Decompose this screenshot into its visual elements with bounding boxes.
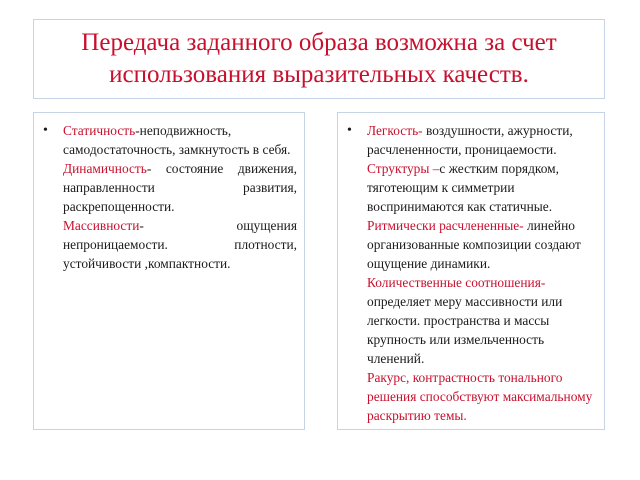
static-paragraph (63, 121, 297, 159)
quantity-term: Количественные соотношения- (367, 275, 546, 290)
mass-term: Массивности (63, 218, 140, 233)
lightness-paragraph (367, 121, 597, 273)
right-content (367, 121, 597, 425)
final-paragraph: Ракурс, контрастность тонального решения способствуют максимальному раскрытию темы. (367, 370, 593, 423)
left-text-panel (33, 112, 305, 430)
right-text-panel (337, 112, 605, 430)
mass-description: - ощущения непроницаемости. плотности, устойчивости ,компактности. (63, 218, 297, 271)
dynamic-description: - состояние движения, направленности развития, раскрепощенности. (63, 161, 297, 214)
left-content (63, 121, 297, 273)
mass-paragraph (63, 216, 297, 273)
dynamic-paragraph (63, 159, 297, 216)
bullet-icon: • (43, 123, 48, 138)
bullet-icon: • (347, 123, 352, 138)
lightness-description: воздушности, ажурности, расчлененности, проницаемости. (367, 123, 573, 157)
static-term: Статичность (63, 123, 136, 138)
dynamic-term: Динамичность (63, 161, 147, 176)
static-description: -неподвижность, самодостаточность, замкнутость в себя. (63, 123, 291, 157)
title-box (33, 19, 605, 99)
lightness-term: Легкость- (367, 123, 423, 138)
rhythm-description: линейно организованные композиции создают ощущение динамики. (367, 218, 581, 271)
slide-title: Передача заданного образа возможна за счет использования выразительных качеств. (81, 29, 557, 88)
structure-term: Структуры – (367, 161, 440, 176)
rhythm-term: Ритмически расчлененные- (367, 218, 524, 233)
quantity-description: определяет меру массивности или легкости. пространства и массы крупность или измельченность членений. (367, 294, 563, 366)
structure-description: с жестким порядком, тяготеющим к симметрии воспринимаются как статичные. (367, 161, 559, 214)
quantity-paragraph (367, 273, 597, 368)
